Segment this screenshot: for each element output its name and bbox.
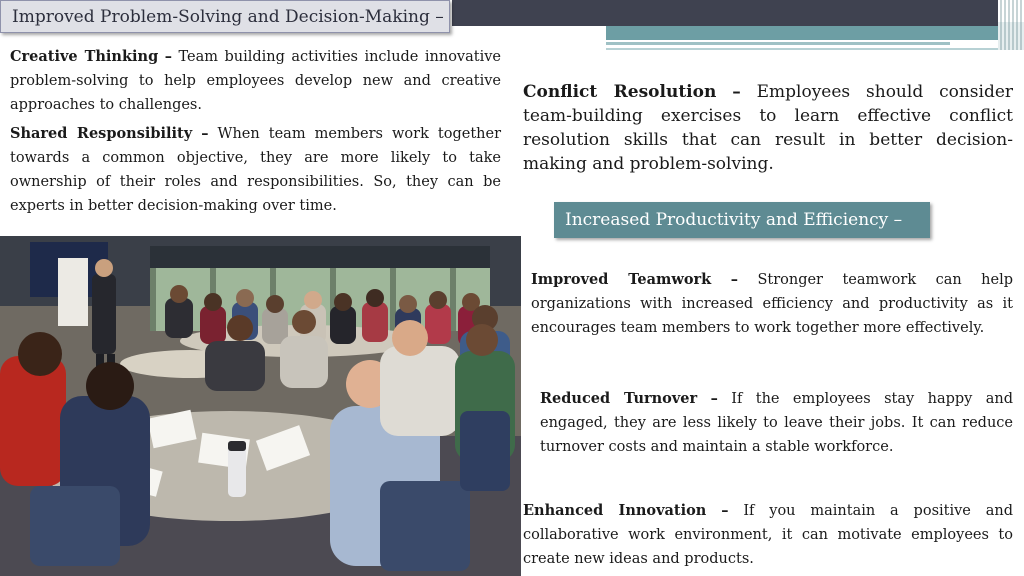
paragraph-heading: Enhanced Innovation bbox=[523, 502, 707, 519]
team-workshop-photo bbox=[0, 236, 521, 576]
paragraph-text: Stronger teamwork can help organizations with increased efficiency and productivity as it encourages team members to work together more effectively. bbox=[531, 272, 1014, 336]
header-band-teal bbox=[606, 26, 998, 40]
section-title-problem-solving: Improved Problem-Solving and Decision-Making – bbox=[0, 0, 450, 33]
paragraph-improved-teamwork bbox=[531, 268, 1013, 340]
dash-separator: – bbox=[732, 82, 741, 102]
paragraph-heading: Improved Teamwork bbox=[531, 271, 712, 288]
paragraph-heading: Reduced Turnover bbox=[540, 390, 698, 407]
paragraph-text: Employees should consider team-building exercises to learn effective conflict resolution skills that can result in better decision-making and problem-solving. bbox=[523, 82, 1014, 174]
header-accent-line bbox=[606, 42, 950, 45]
paragraph-text: If you maintain a positive and collaborative work environment, it can motivate employees to create new ideas and products. bbox=[523, 503, 1013, 567]
paragraph-text: When team members work together towards a common objective, they are more likely to take ownership of their roles and responsibilities. So, they can be experts in better decision-making over time. bbox=[10, 126, 502, 214]
paragraph-heading: Shared Responsibility bbox=[10, 125, 193, 142]
dash-separator: – bbox=[721, 502, 729, 519]
paragraph-text: Team building activities include innovative problem-solving to help employees develop new and creative approaches to challenges. bbox=[10, 49, 502, 113]
paragraph-conflict-resolution bbox=[523, 80, 1013, 176]
header-stripes bbox=[998, 22, 1024, 50]
paragraph-shared-responsibility bbox=[10, 122, 501, 218]
paragraph-heading: Creative Thinking bbox=[10, 48, 159, 65]
paragraph-creative-thinking bbox=[10, 45, 501, 117]
paragraph-text: If the employees stay happy and engaged, they are less likely to leave their jobs. It can reduce turnover costs and maintain a stable workforce. bbox=[540, 391, 1014, 455]
paragraph-reduced-turnover bbox=[540, 387, 1013, 459]
header-band-dark bbox=[452, 0, 998, 26]
paragraph-heading: Conflict Resolution bbox=[523, 82, 717, 102]
dash-separator: – bbox=[201, 125, 209, 142]
dash-separator: – bbox=[164, 48, 172, 65]
header-accent-line bbox=[606, 48, 998, 50]
section-title-productivity: Increased Productivity and Efficiency – bbox=[554, 202, 930, 238]
dash-separator: – bbox=[710, 390, 718, 407]
photo-illustration bbox=[0, 236, 521, 576]
dash-separator: – bbox=[730, 271, 738, 288]
paragraph-enhanced-innovation bbox=[523, 499, 1013, 571]
header-stripes bbox=[998, 0, 1024, 22]
